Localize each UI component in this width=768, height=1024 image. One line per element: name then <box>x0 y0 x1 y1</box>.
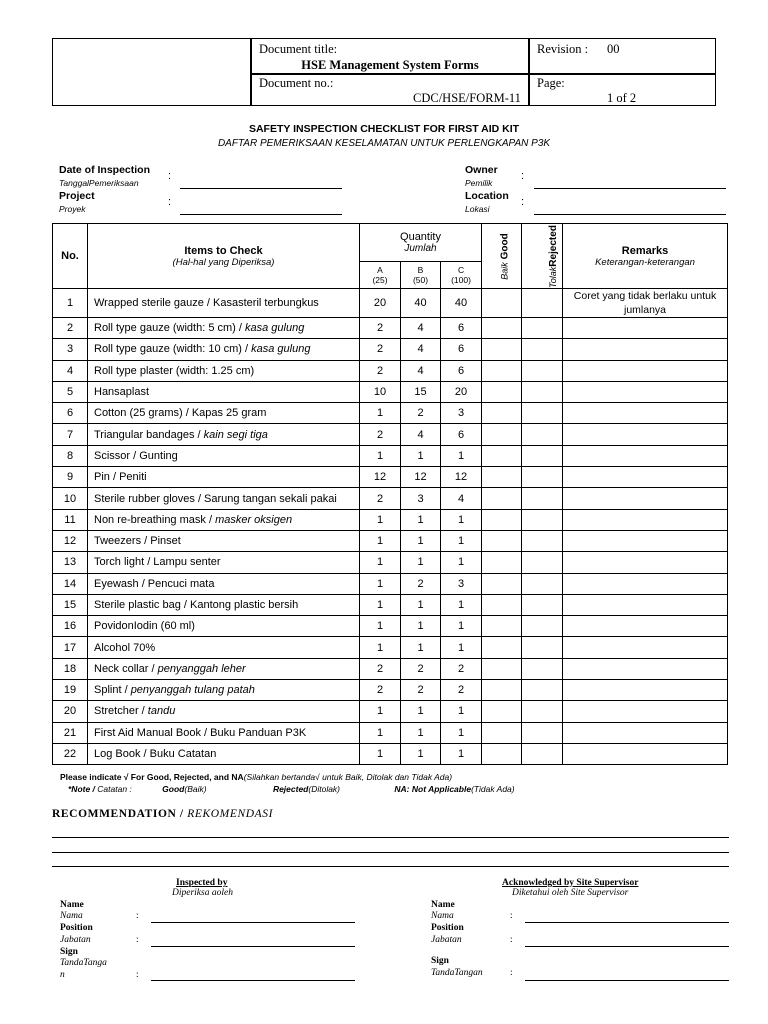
right-sign-label: Sign <box>431 956 449 966</box>
good-check-cell[interactable] <box>482 573 522 594</box>
row-number: 18 <box>53 658 88 679</box>
qty-b: 1 <box>401 509 441 530</box>
rejected-check-cell[interactable] <box>522 445 563 466</box>
qty-b: 1 <box>401 552 441 573</box>
qty-c: 2 <box>441 680 482 701</box>
qty-c: 20 <box>441 381 482 402</box>
location-sub: Lokasi <box>465 204 490 214</box>
qty-b: 2 <box>401 680 441 701</box>
rejected-check-cell[interactable] <box>522 552 563 573</box>
row-number: 5 <box>53 381 88 402</box>
qty-c: 6 <box>441 360 482 381</box>
qty-b: 1 <box>401 530 441 551</box>
remarks-cell[interactable] <box>563 318 728 339</box>
qty-b: 2 <box>401 573 441 594</box>
revision-label: Revision : <box>537 42 589 56</box>
qty-b: 4 <box>401 339 441 360</box>
table-row <box>53 573 728 594</box>
remarks-cell[interactable] <box>563 381 728 402</box>
qty-c: 1 <box>441 594 482 615</box>
doc-title-value: HSE Management System Forms <box>301 58 479 72</box>
table-row <box>53 488 728 509</box>
qty-b: 2 <box>401 403 441 424</box>
owner-field[interactable] <box>534 188 726 189</box>
qty-a: 2 <box>360 424 401 445</box>
project-label: Project <box>59 190 95 202</box>
remarks-cell[interactable]: Coret yang tidak berlaku untuk jumlanya <box>563 289 728 318</box>
item-name: Pin / Peniti <box>88 467 360 488</box>
good-check-cell[interactable] <box>482 318 522 339</box>
qty-a: 1 <box>360 509 401 530</box>
qty-a: 10 <box>360 381 401 402</box>
qty-b: 1 <box>401 445 441 466</box>
item-name: Alcohol 70% <box>88 637 360 658</box>
qty-b: 15 <box>401 381 441 402</box>
rejected-check-cell[interactable] <box>522 360 563 381</box>
qty-b: 4 <box>401 360 441 381</box>
table-row <box>53 658 728 679</box>
rejected-check-cell[interactable] <box>522 701 563 722</box>
table-row <box>53 445 728 466</box>
qty-a: 1 <box>360 701 401 722</box>
row-number: 16 <box>53 616 88 637</box>
table-row <box>53 530 728 551</box>
inspected-by-sub: Diperiksa aoleh <box>172 888 233 898</box>
checklist-table <box>52 223 728 765</box>
row-number: 19 <box>53 680 88 701</box>
qty-c: 1 <box>441 722 482 743</box>
row-number: 3 <box>53 339 88 360</box>
qty-a: 20 <box>360 289 401 318</box>
qty-c: 6 <box>441 318 482 339</box>
row-number: 11 <box>53 509 88 530</box>
qty-a: 2 <box>360 680 401 701</box>
remarks-cell[interactable] <box>563 488 728 509</box>
qty-b: 1 <box>401 701 441 722</box>
remarks-cell[interactable] <box>563 509 728 530</box>
qty-a: 1 <box>360 445 401 466</box>
remarks-cell[interactable] <box>563 637 728 658</box>
item-name: Hansaplast <box>88 381 360 402</box>
owner-colon: : <box>521 170 525 182</box>
project-colon: : <box>168 196 172 208</box>
good-header: Baik Good <box>482 224 522 289</box>
row-number: 2 <box>53 318 88 339</box>
rejected-check-cell[interactable] <box>522 509 563 530</box>
table-row <box>53 743 728 764</box>
qty-c: 3 <box>441 403 482 424</box>
good-check-cell[interactable] <box>482 658 522 679</box>
indicate-note: Please indicate √ For Good, Rejected, and NA(Silahkan bertanda√ untuk Baik, Ditolak dan Tidak Ada) <box>60 772 453 782</box>
right-position-colon: : <box>510 935 513 945</box>
item-name: Splint / penyanggah tulang patah <box>88 680 360 701</box>
remarks-cell[interactable] <box>563 594 728 615</box>
remarks-cell[interactable] <box>563 680 728 701</box>
rejected-header: TolakRejected <box>522 224 563 289</box>
qty-b: 1 <box>401 743 441 764</box>
qty-a: 1 <box>360 743 401 764</box>
location-field[interactable] <box>534 214 726 215</box>
rejected-check-cell[interactable] <box>522 403 563 424</box>
qty-b: 12 <box>401 467 441 488</box>
left-nama-label: Nama <box>60 911 83 921</box>
qty-c: 40 <box>441 289 482 318</box>
qty-c: 1 <box>441 552 482 573</box>
left-tanda-label-2: n <box>60 970 65 980</box>
qty-a: 1 <box>360 722 401 743</box>
table-row <box>53 424 728 445</box>
qty-a: 2 <box>360 658 401 679</box>
row-number: 17 <box>53 637 88 658</box>
col-c-header: C (100) <box>441 262 482 289</box>
left-sign-colon: : <box>136 970 139 980</box>
good-check-cell[interactable] <box>482 381 522 402</box>
date-colon: : <box>168 170 172 182</box>
row-number: 6 <box>53 403 88 424</box>
col-a-header: A (25) <box>360 262 401 289</box>
qty-b: 2 <box>401 658 441 679</box>
good-check-cell[interactable] <box>482 594 522 615</box>
good-check-cell[interactable] <box>482 445 522 466</box>
table-row <box>53 289 728 318</box>
qty-a: 12 <box>360 467 401 488</box>
left-name-field[interactable] <box>151 922 355 923</box>
item-name: Cotton (25 grams) / Kapas 25 gram <box>88 403 360 424</box>
qty-c: 1 <box>441 743 482 764</box>
rejected-check-cell[interactable] <box>522 318 563 339</box>
right-sign-colon: : <box>510 968 513 978</box>
remarks-cell[interactable] <box>563 722 728 743</box>
form-subtitle: DAFTAR PEMERIKSAAN KESELAMATAN UNTUK PERLENGKAPAN P3K <box>217 138 551 149</box>
qty-c: 1 <box>441 637 482 658</box>
recommendation-label: RECOMMENDATION / REKOMENDASI <box>52 808 274 820</box>
qty-c: 1 <box>441 701 482 722</box>
item-name: Roll type plaster (width: 1.25 cm) <box>88 360 360 381</box>
qty-a: 1 <box>360 573 401 594</box>
location-colon: : <box>521 196 525 208</box>
good-check-cell[interactable] <box>482 701 522 722</box>
rejected-check-cell[interactable] <box>522 573 563 594</box>
remarks-cell[interactable] <box>563 467 728 488</box>
row-number: 8 <box>53 445 88 466</box>
remarks-cell[interactable] <box>563 530 728 551</box>
rejected-check-cell[interactable] <box>522 424 563 445</box>
qty-a: 1 <box>360 637 401 658</box>
qty-b: 3 <box>401 488 441 509</box>
acknowledged-by-title: Acknowledged by Site Supervisor <box>502 878 639 888</box>
right-sign-field[interactable] <box>525 980 729 981</box>
qty-b: 4 <box>401 424 441 445</box>
right-name-field[interactable] <box>525 922 729 923</box>
project-field[interactable] <box>180 214 342 215</box>
good-check-cell[interactable] <box>482 467 522 488</box>
doc-title-label: Document title: <box>259 42 338 56</box>
left-jabatan-label: Jabatan <box>60 935 91 945</box>
recommendation-line-1[interactable] <box>52 837 729 838</box>
table-row <box>53 509 728 530</box>
good-check-cell[interactable] <box>482 360 522 381</box>
table-row <box>53 339 728 360</box>
doc-no-label: Document no.: <box>259 76 334 90</box>
recommendation-line-2[interactable] <box>52 852 729 853</box>
right-position-field[interactable] <box>525 946 729 947</box>
document-header <box>52 38 716 106</box>
row-number: 20 <box>53 701 88 722</box>
remarks-cell[interactable] <box>563 360 728 381</box>
rejected-check-cell[interactable] <box>522 616 563 637</box>
qty-c: 6 <box>441 424 482 445</box>
left-tanda-label-1: TandaTanga <box>60 958 107 968</box>
qty-c: 1 <box>441 616 482 637</box>
good-check-cell[interactable] <box>482 289 522 318</box>
item-name: Torch light / Lampu senter <box>88 552 360 573</box>
right-jabatan-label: Jabatan <box>431 935 462 945</box>
remarks-header: Remarks Keterangan-keterangan <box>563 224 728 289</box>
date-sub: TanggalPemeriksaan <box>59 178 139 188</box>
item-name: Neck collar / penyanggah leher <box>88 658 360 679</box>
doc-no-value: CDC/HSE/FORM-11 <box>413 91 521 105</box>
good-check-cell[interactable] <box>482 530 522 551</box>
qty-c: 12 <box>441 467 482 488</box>
date-field[interactable] <box>180 188 342 189</box>
rejected-check-cell[interactable] <box>522 339 563 360</box>
row-number: 1 <box>53 289 88 318</box>
inspected-by-title: Inspected by <box>176 878 228 888</box>
items-header: Items to Check (Hal-hal yang Diperiksa) <box>88 224 360 289</box>
remarks-cell[interactable] <box>563 403 728 424</box>
rejected-check-cell[interactable] <box>522 743 563 764</box>
right-name-label: Name <box>431 900 455 910</box>
rejected-check-cell[interactable] <box>522 722 563 743</box>
rejected-check-cell[interactable] <box>522 488 563 509</box>
good-check-cell[interactable] <box>482 424 522 445</box>
row-number: 21 <box>53 722 88 743</box>
right-name-colon: : <box>510 911 513 921</box>
qty-a: 2 <box>360 318 401 339</box>
page-label: Page: <box>537 76 565 90</box>
qty-b: 4 <box>401 318 441 339</box>
item-name: Wrapped sterile gauze / Kasasteril terbungkus <box>88 289 360 318</box>
rejected-check-cell[interactable] <box>522 680 563 701</box>
table-row <box>53 360 728 381</box>
table-row <box>53 616 728 637</box>
qty-a: 1 <box>360 552 401 573</box>
good-check-cell[interactable] <box>482 552 522 573</box>
item-name: Eyewash / Pencuci mata <box>88 573 360 594</box>
qty-c: 1 <box>441 530 482 551</box>
item-name: Tweezers / Pinset <box>88 530 360 551</box>
row-number: 12 <box>53 530 88 551</box>
qty-b: 1 <box>401 722 441 743</box>
qty-c: 1 <box>441 509 482 530</box>
qty-a: 2 <box>360 360 401 381</box>
table-row <box>53 594 728 615</box>
left-name-colon: : <box>136 911 139 921</box>
no-header: No. <box>53 224 88 289</box>
remarks-cell[interactable] <box>563 743 728 764</box>
rejected-check-cell[interactable] <box>522 467 563 488</box>
qty-a: 1 <box>360 403 401 424</box>
project-sub: Proyek <box>59 204 86 214</box>
qty-b: 1 <box>401 616 441 637</box>
qty-c: 4 <box>441 488 482 509</box>
table-row <box>53 381 728 402</box>
owner-label: Owner <box>465 164 498 176</box>
qty-c: 1 <box>441 445 482 466</box>
item-name: Non re-breathing mask / masker oksigen <box>88 509 360 530</box>
remarks-cell[interactable] <box>563 616 728 637</box>
table-row <box>53 467 728 488</box>
table-row <box>53 318 728 339</box>
item-name: Sterile rubber gloves / Sarung tangan sekali pakai <box>88 488 360 509</box>
good-check-cell[interactable] <box>482 680 522 701</box>
good-check-cell[interactable] <box>482 722 522 743</box>
table-row <box>53 701 728 722</box>
good-check-cell[interactable] <box>482 488 522 509</box>
left-name-label: Name <box>60 900 84 910</box>
qty-b: 40 <box>401 289 441 318</box>
rejected-check-cell[interactable] <box>522 594 563 615</box>
quantity-header: Quantity Jumlah <box>360 224 482 262</box>
item-name: Sterile plastic bag / Kantong plastic bersih <box>88 594 360 615</box>
remarks-cell[interactable] <box>563 445 728 466</box>
good-check-cell[interactable] <box>482 403 522 424</box>
remarks-cell[interactable] <box>563 552 728 573</box>
qty-b: 1 <box>401 594 441 615</box>
page-value: 1 of 2 <box>607 91 637 105</box>
col-b-header: B (50) <box>401 262 441 289</box>
qty-a: 1 <box>360 594 401 615</box>
row-number: 22 <box>53 743 88 764</box>
rejected-check-cell[interactable] <box>522 637 563 658</box>
item-name: First Aid Manual Book / Buku Panduan P3K <box>88 722 360 743</box>
row-number: 9 <box>53 467 88 488</box>
item-name: Triangular bandages / kain segi tiga <box>88 424 360 445</box>
left-sign-label: Sign <box>60 947 78 957</box>
qty-b: 1 <box>401 637 441 658</box>
row-number: 13 <box>53 552 88 573</box>
table-row <box>53 403 728 424</box>
qty-a: 2 <box>360 339 401 360</box>
good-check-cell[interactable] <box>482 339 522 360</box>
item-name: PovidonIodin (60 ml) <box>88 616 360 637</box>
row-number: 4 <box>53 360 88 381</box>
left-position-label: Position <box>60 923 93 933</box>
legend-note: *Note / Catatan : Good(Baik) Rejected(Ditolak) NA: Not Applicable(Tidak Ada) <box>68 784 515 794</box>
right-nama-label: Nama <box>431 911 454 921</box>
revision-value: 00 <box>607 42 620 56</box>
row-number: 15 <box>53 594 88 615</box>
item-name: Log Book / Buku Catatan <box>88 743 360 764</box>
remarks-cell[interactable] <box>563 573 728 594</box>
good-check-cell[interactable] <box>482 637 522 658</box>
row-number: 14 <box>53 573 88 594</box>
good-check-cell[interactable] <box>482 743 522 764</box>
right-tanda-label: TandaTangan <box>431 968 483 978</box>
qty-a: 1 <box>360 616 401 637</box>
item-name: Roll type gauze (width: 5 cm) / kasa gulung <box>88 318 360 339</box>
acknowledged-by-sub: Diketahui oleh Site Supervisor <box>512 888 629 898</box>
left-sign-field[interactable] <box>151 980 355 981</box>
location-label: Location <box>465 190 509 202</box>
good-check-cell[interactable] <box>482 509 522 530</box>
right-position-label: Position <box>431 923 464 933</box>
remarks-cell[interactable] <box>563 424 728 445</box>
qty-c: 3 <box>441 573 482 594</box>
table-row <box>53 552 728 573</box>
qty-a: 1 <box>360 530 401 551</box>
rejected-check-cell[interactable] <box>522 381 563 402</box>
qty-c: 2 <box>441 658 482 679</box>
remarks-cell[interactable] <box>563 658 728 679</box>
owner-sub: Pemilik <box>465 178 493 188</box>
rejected-check-cell[interactable] <box>522 658 563 679</box>
qty-a: 2 <box>360 488 401 509</box>
table-row <box>53 637 728 658</box>
row-number: 7 <box>53 424 88 445</box>
rejected-check-cell[interactable] <box>522 289 563 318</box>
remarks-cell[interactable] <box>563 701 728 722</box>
table-row <box>53 722 728 743</box>
item-name: Stretcher / tandu <box>88 701 360 722</box>
date-label: Date of Inspection <box>59 164 151 176</box>
good-check-cell[interactable] <box>482 616 522 637</box>
form-title: SAFETY INSPECTION CHECKLIST FOR FIRST AID KIT <box>248 123 520 135</box>
recommendation-line-3[interactable] <box>52 866 729 867</box>
table-row <box>53 680 728 701</box>
left-position-field[interactable] <box>151 946 355 947</box>
qty-c: 6 <box>441 339 482 360</box>
remarks-cell[interactable] <box>563 339 728 360</box>
item-name: Scissor / Gunting <box>88 445 360 466</box>
row-number: 10 <box>53 488 88 509</box>
left-position-colon: : <box>136 935 139 945</box>
rejected-check-cell[interactable] <box>522 530 563 551</box>
item-name: Roll type gauze (width: 10 cm) / kasa gulung <box>88 339 360 360</box>
